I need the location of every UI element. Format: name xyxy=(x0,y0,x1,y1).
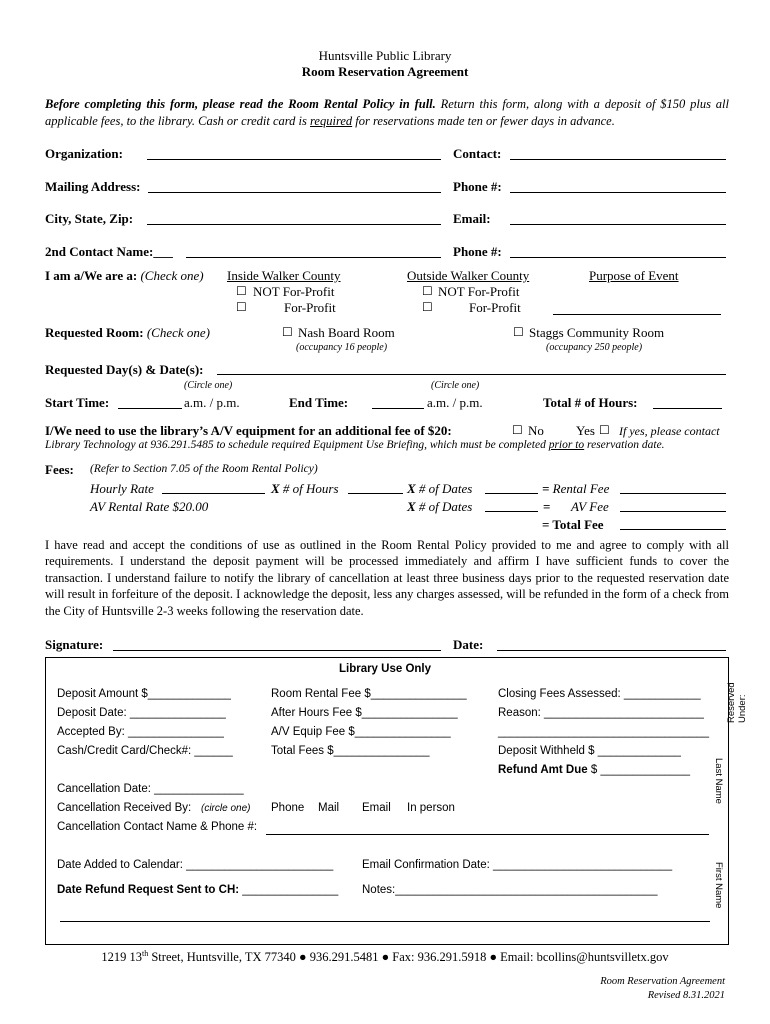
footer-address-sup: th xyxy=(142,949,149,958)
rental-fee-field[interactable] xyxy=(620,493,726,494)
inside-profit-label: For-Profit xyxy=(284,300,336,315)
av-rental-rate: AV Rental Rate $20.00 xyxy=(90,499,209,514)
side-first-name: First Name xyxy=(713,862,724,909)
refund-request-row[interactable] xyxy=(57,884,338,896)
av-dates-field[interactable] xyxy=(485,511,538,512)
staggs-checkbox[interactable]: ☐ xyxy=(513,325,524,339)
total-fees[interactable]: Total Fees $_______________ xyxy=(271,745,430,757)
intro-required: required xyxy=(310,114,353,128)
end-time-field[interactable] xyxy=(372,408,424,409)
dates-count-field[interactable] xyxy=(485,493,538,494)
requested-days-field[interactable] xyxy=(217,374,726,375)
outside-nonprofit-checkbox[interactable]: ☐ xyxy=(422,284,433,298)
av-instructions-1: Library Technology at 936.291.5485 to schedule required Equipment Use Briefing, which must be completed xyxy=(45,439,549,451)
date-label: Date: xyxy=(453,637,484,652)
x-hours-label: X # of Hours xyxy=(271,481,339,496)
phone-field[interactable] xyxy=(510,192,726,193)
end-time-label: End Time: xyxy=(289,395,349,410)
nash-occupancy: (occupancy 16 people) xyxy=(296,342,388,353)
contact-label: Contact: xyxy=(453,146,502,161)
cancel-in-person-option[interactable]: In person xyxy=(407,802,455,814)
notes-line[interactable] xyxy=(60,921,710,922)
x-dates-label-2: X # of Dates xyxy=(407,499,473,514)
mailing-address-field[interactable] xyxy=(148,192,441,193)
footer-revised: Revised 8.31.2021 xyxy=(647,990,725,1001)
fees-refer: (Refer to Section 7.05 of the Room Rental Policy) xyxy=(90,463,318,475)
cancel-phone-option[interactable]: Phone xyxy=(271,802,305,814)
av-instructions-2: reservation date. xyxy=(584,439,665,451)
cancellation-circle-one: (circle one) xyxy=(201,803,251,814)
second-contact-field[interactable] xyxy=(186,257,441,258)
payment-method[interactable]: Cash/Credit Card/Check#: ______ xyxy=(57,745,233,757)
end-ampm[interactable]: a.m. / p.m. xyxy=(427,395,483,410)
av-fee-label: AV Fee xyxy=(571,499,609,514)
refund-label: Refund Amt Due xyxy=(498,764,588,776)
room-label: Requested Room: xyxy=(45,325,144,340)
mailing-address-label: Mailing Address: xyxy=(45,179,141,194)
after-hours-fee[interactable]: After Hours Fee $_______________ xyxy=(271,707,458,719)
av-yes-label: Yes xyxy=(576,423,595,438)
email-field[interactable] xyxy=(510,224,726,225)
date-field[interactable] xyxy=(497,650,726,651)
library-name: Huntsville Public Library xyxy=(318,48,452,63)
cancellation-contact-field[interactable] xyxy=(266,834,709,835)
library-use-box xyxy=(45,657,729,945)
total-hours-label: Total # of Hours: xyxy=(543,395,638,410)
av-yes-checkbox[interactable]: ☐ xyxy=(599,423,610,437)
refund-request-blank: _______________ xyxy=(239,884,339,896)
side-last-name: Last Name xyxy=(713,758,724,804)
cancellation-date[interactable]: Cancellation Date: ______________ xyxy=(57,783,244,795)
contact-field[interactable] xyxy=(510,159,726,160)
start-ampm[interactable]: a.m. / p.m. xyxy=(184,395,240,410)
av-instructions xyxy=(45,439,665,451)
reason[interactable]: Reason: _________________________ xyxy=(498,707,704,719)
city-state-zip-label: City, State, Zip: xyxy=(45,211,134,226)
agreement-text: I have read and accept the conditions of use as outlined in the Room Rental Policy provided to me and agree to comply with all requirements. I understand the deposit payment will be processed immediately and affirm I have sufficient funds to cover the transaction. I understand failure to notify the library of cancellation at least three business days prior to the requested reservation date will result in forfeiture of the deposit. I acknowledge the deposit, less any charges assessed, will be refunded in the form of a check from the City of Huntsville 2-3 weeks following the reservation date. xyxy=(45,538,729,618)
end-circle-one: (Circle one) xyxy=(431,380,480,391)
footer-address-1: 1219 13 xyxy=(101,950,142,965)
email-label: Email: xyxy=(453,211,491,226)
total-fee-label: = Total Fee xyxy=(542,517,604,532)
nash-checkbox[interactable]: ☐ xyxy=(282,325,293,339)
intro-text-1: Return this form, along with a deposit of $150 plus all applicable fees, to the library. Cash or credit card is xyxy=(45,97,729,128)
hourly-rate-field[interactable] xyxy=(162,493,265,494)
status-check-one: (Check one) xyxy=(140,268,204,283)
footer-address-2: Street, Huntsville, TX 77340 ● 936.291.5481 ● Fax: 936.291.5918 ● Email: bcollins@huntsvilletx.gov xyxy=(148,950,669,965)
inside-nonprofit-checkbox[interactable]: ☐ xyxy=(236,284,247,298)
refund-request-label: Date Refund Request Sent to CH: xyxy=(57,884,240,896)
refund-amount-row[interactable] xyxy=(498,764,690,776)
library-use-title: Library Use Only xyxy=(338,663,432,675)
requested-days-label: Requested Day(s) & Date(s): xyxy=(45,362,204,377)
staggs-label: Staggs Community Room xyxy=(529,325,665,340)
side-reserved-under: Reserved Under: xyxy=(726,682,748,723)
av-eq: = xyxy=(543,499,551,514)
accepted-by[interactable]: Accepted By: _______________ xyxy=(57,726,224,738)
email-confirmation-date[interactable]: Email Confirmation Date: ____________________________ xyxy=(362,859,673,871)
city-state-zip-field[interactable] xyxy=(147,224,441,225)
refund-value: $ ______________ xyxy=(587,764,690,776)
date-added-calendar[interactable]: Date Added to Calendar: _______________________ xyxy=(57,859,334,871)
room-rental-fee[interactable]: Room Rental Fee $_______________ xyxy=(271,688,467,700)
status-row xyxy=(45,268,204,284)
hours-field[interactable] xyxy=(348,493,403,494)
cancel-mail-option[interactable]: Mail xyxy=(318,802,340,814)
total-fee-field[interactable] xyxy=(620,529,726,530)
av-no-label: No xyxy=(528,423,544,438)
inside-profit-checkbox[interactable]: ☐ xyxy=(236,300,247,314)
hourly-rate-label: Hourly Rate xyxy=(90,481,154,496)
intro-text-2: for reservations made ten or fewer days in advance. xyxy=(352,114,615,128)
footer-doc-name: Room Reservation Agreement xyxy=(600,976,725,987)
phone-label: Phone #: xyxy=(453,179,502,194)
cancellation-contact-label: Cancellation Contact Name & Phone #: xyxy=(57,821,258,833)
footer-address xyxy=(0,949,770,965)
intro-paragraph xyxy=(45,96,729,130)
av-prior-to: prior to xyxy=(548,439,585,451)
room-row xyxy=(45,325,210,341)
inside-county-heading: Inside Walker County xyxy=(227,268,341,283)
av-equip-fee[interactable]: A/V Equip Fee $_______________ xyxy=(271,726,451,738)
notes[interactable]: Notes:_________________________________________ xyxy=(362,884,658,896)
av-no-checkbox[interactable]: ☐ xyxy=(512,423,523,437)
x-dates-label: X # of Dates xyxy=(407,481,473,496)
av-fee-field[interactable] xyxy=(620,511,726,512)
start-time-field[interactable] xyxy=(118,408,182,409)
signature-label: Signature: xyxy=(45,637,104,652)
deposit-amount[interactable]: Deposit Amount $_____________ xyxy=(57,688,231,700)
fees-label: Fees: xyxy=(45,462,74,477)
inside-nonprofit-label: NOT For-Profit xyxy=(253,284,335,299)
organization-label: Organization: xyxy=(45,146,123,161)
reason-line-2[interactable]: _________________________________ xyxy=(498,726,710,738)
outside-profit-checkbox[interactable]: ☐ xyxy=(422,300,433,314)
start-circle-one: (Circle one) xyxy=(184,380,233,391)
second-contact-label: 2nd Contact Name:___ xyxy=(45,244,173,259)
av-if-yes: If yes, please contact xyxy=(619,424,720,438)
nash-label: Nash Board Room xyxy=(298,325,395,340)
outside-profit-label: For-Profit xyxy=(469,300,521,315)
deposit-date[interactable]: Deposit Date: _______________ xyxy=(57,707,226,719)
cancellation-received-label: Cancellation Received By: xyxy=(57,802,192,814)
organization-field[interactable] xyxy=(147,159,441,160)
phone-2-label: Phone #: xyxy=(453,244,502,259)
form-title: Room Reservation Agreement xyxy=(301,64,469,79)
signature-field[interactable] xyxy=(113,650,441,651)
deposit-withheld[interactable]: Deposit Withheld $ _____________ xyxy=(498,745,681,757)
staggs-occupancy: (occupancy 250 people) xyxy=(546,342,643,353)
status-label: I am a/We are a: xyxy=(45,268,138,283)
room-check-one: (Check one) xyxy=(146,325,210,340)
purpose-field[interactable] xyxy=(553,314,721,315)
outside-county-heading: Outside Walker County xyxy=(407,268,530,283)
av-question: I/We need to use the library’s A/V equipment for an additional fee of $20: xyxy=(45,423,452,438)
outside-nonprofit-label: NOT For-Profit xyxy=(438,284,520,299)
phone-2-field[interactable] xyxy=(510,257,726,258)
total-hours-field[interactable] xyxy=(653,408,722,409)
closing-fees[interactable]: Closing Fees Assessed: ____________ xyxy=(498,688,701,700)
start-time-label: Start Time: xyxy=(45,395,110,410)
intro-bold: Before completing this form, please read the Room Rental Policy in full. xyxy=(45,97,436,111)
purpose-heading: Purpose of Event xyxy=(589,268,679,283)
cancel-email-option[interactable]: Email xyxy=(362,802,391,814)
rental-fee-label: = Rental Fee xyxy=(542,481,610,496)
